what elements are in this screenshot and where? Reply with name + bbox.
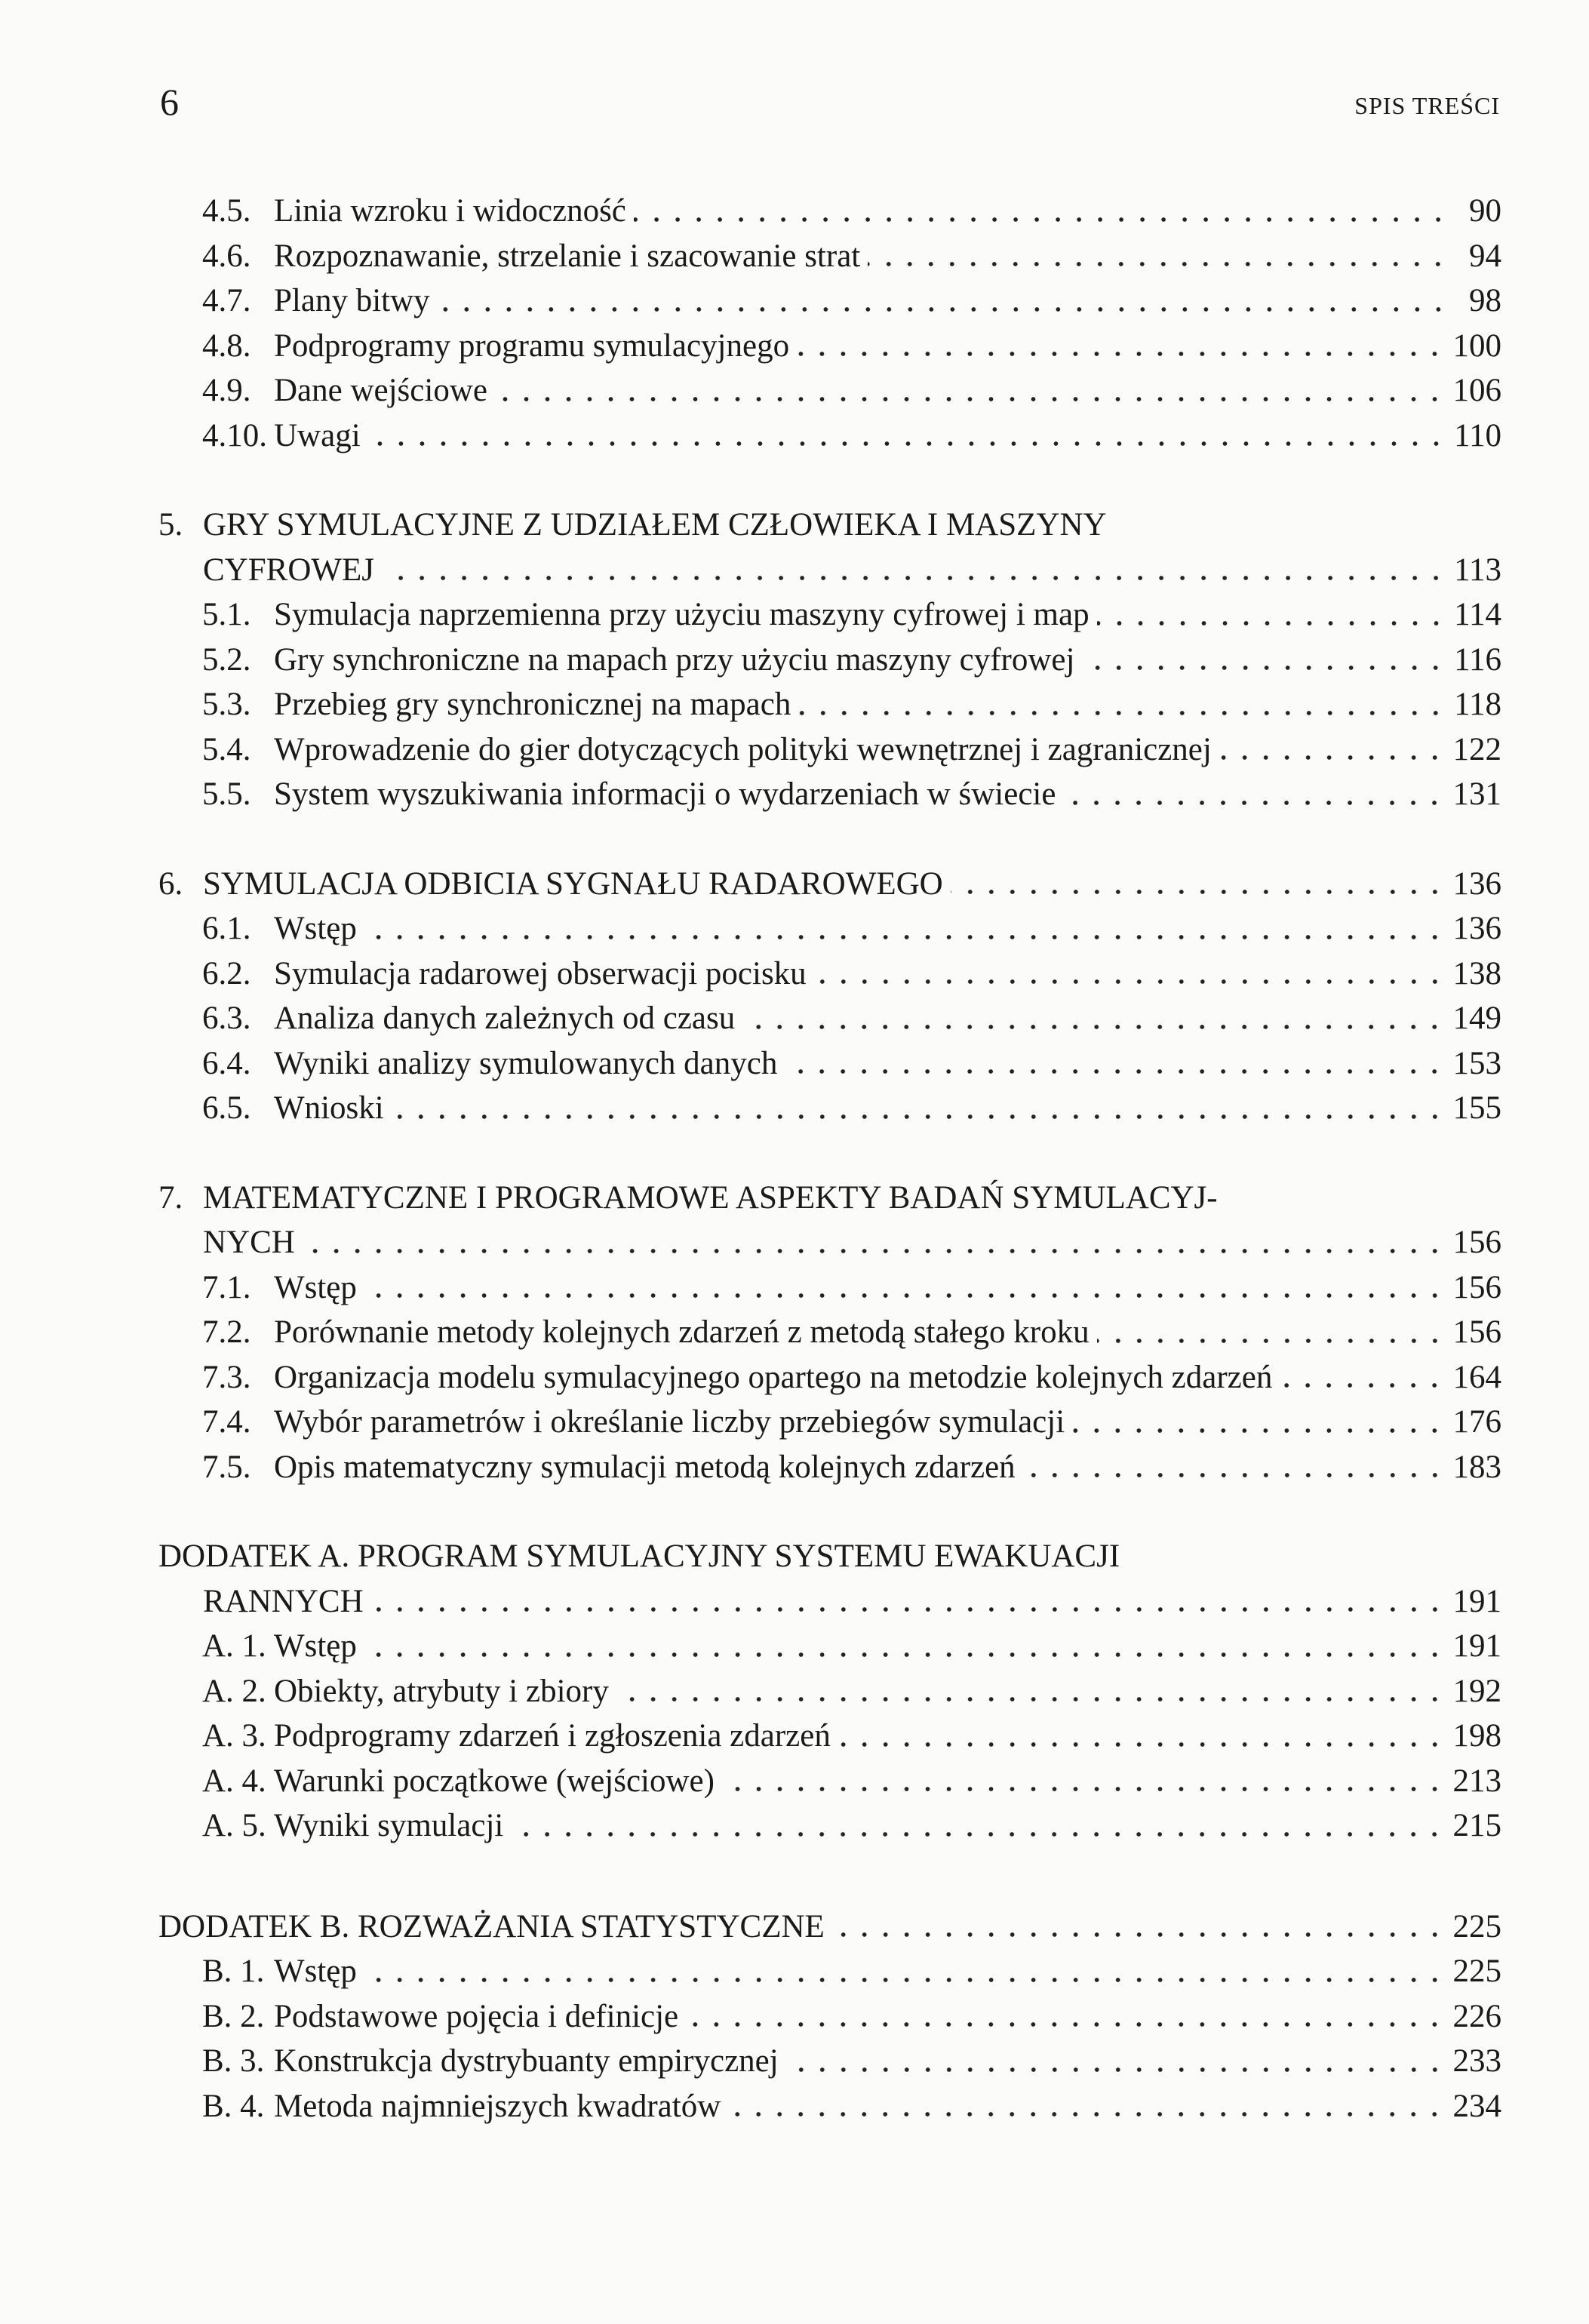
toc-entry	[158, 996, 1501, 1041]
section-title: Metoda najmniejszych kwadratów	[274, 2088, 721, 2124]
page-ref: 191	[1452, 1583, 1501, 1619]
toc-entry	[158, 1994, 1501, 2040]
dot-leader	[1082, 665, 1446, 671]
toc-entry	[158, 1265, 1501, 1311]
dot-leader	[1097, 1338, 1446, 1344]
toc-entry	[158, 1803, 1501, 1849]
section-number: 5.5.	[202, 776, 251, 812]
section-number: A. 3.	[202, 1718, 266, 1754]
section-title: Wstęp	[274, 1954, 357, 1989]
page-ref: 225	[1452, 1954, 1501, 1989]
section-number: A. 5.	[202, 1808, 266, 1843]
running-title: SPIS TREŚCI	[1354, 92, 1500, 119]
toc-entry	[158, 1310, 1501, 1355]
toc-entry	[158, 1400, 1501, 1445]
section-number: 5.4.	[202, 731, 251, 767]
toc-group	[158, 862, 1501, 1131]
toc-entry	[158, 189, 1501, 234]
section-number: 5.3.	[202, 687, 251, 722]
section-number: 6.3.	[202, 1001, 251, 1036]
toc-entry	[158, 727, 1501, 773]
page-ref: 192	[1452, 1673, 1501, 1709]
dot-leader	[511, 1831, 1445, 1837]
toc-entry	[158, 772, 1501, 817]
section-title: Obiekty, atrybuty i zbiory	[274, 1673, 609, 1709]
page-ref: 138	[1452, 955, 1501, 991]
section-title: Plany bitwy	[274, 283, 430, 318]
dot-leader	[371, 1606, 1446, 1612]
toc-group	[158, 503, 1501, 817]
dot-leader	[722, 1786, 1446, 1792]
page-ref: 156	[1452, 1314, 1501, 1350]
page-ref: 122	[1452, 731, 1501, 767]
section-title: Analiza danych zależnych od czasu	[274, 1001, 736, 1036]
dot-leader	[382, 575, 1446, 581]
toc-entry	[158, 2039, 1501, 2084]
toc-entry	[158, 278, 1501, 324]
page-ref: 118	[1454, 687, 1501, 722]
dot-leader	[785, 1068, 1445, 1074]
chapter-heading-continuation	[158, 548, 1501, 593]
dot-leader	[868, 261, 1449, 267]
section-number: A. 4.	[202, 1763, 266, 1799]
page-ref: 106	[1452, 373, 1501, 408]
chapter-number: 5.	[158, 507, 183, 543]
table-of-contents	[158, 189, 1501, 2129]
page-ref: 226	[1452, 1998, 1501, 2034]
section-title: Uwagi	[274, 417, 361, 453]
dot-leader	[303, 1248, 1446, 1254]
section-title: Porównanie metody kolejnych zdarzeń z metodą stałego kroku	[274, 1314, 1090, 1350]
section-title: Opis matematyczny symulacji metodą kolejnych zdarzeń	[274, 1449, 1016, 1485]
toc-group	[158, 189, 1501, 458]
toc-entry	[158, 1086, 1501, 1131]
toc-entry	[158, 1624, 1501, 1669]
dot-leader	[634, 217, 1449, 223]
dot-leader	[814, 979, 1446, 985]
page-ref: 198	[1452, 1718, 1501, 1754]
toc-entry	[158, 682, 1501, 727]
chapter-title: DODATEK B. ROZWAŻANIA STATYSTYCZNE	[158, 1908, 825, 1944]
section-number: 6.1.	[202, 911, 251, 946]
page-ref: 136	[1452, 865, 1501, 902]
dot-leader	[1097, 620, 1447, 626]
dot-leader	[1280, 1382, 1445, 1388]
page-ref: 110	[1454, 417, 1501, 453]
dot-leader	[364, 1293, 1446, 1299]
dot-leader	[686, 2021, 1445, 2027]
section-number: 4.9.	[202, 373, 251, 408]
page-ref: 136	[1452, 911, 1501, 946]
toc-entry	[158, 1041, 1501, 1087]
section-title: Wstęp	[274, 1628, 357, 1664]
section-title: Wybór parametrów i określanie liczby przebiegów symulacji	[274, 1404, 1065, 1440]
chapter-title-continued: CYFROWEJ	[203, 552, 374, 588]
dot-leader	[1072, 1428, 1445, 1434]
section-number: A. 2.	[202, 1673, 266, 1709]
page-number: 6	[160, 81, 179, 123]
toc-entry	[158, 951, 1501, 997]
section-title: Wstęp	[274, 1269, 357, 1305]
dot-leader	[616, 1696, 1446, 1702]
chapter-heading	[158, 1534, 1501, 1579]
toc-entry	[158, 1714, 1501, 1759]
section-title: Wyniki symulacji	[274, 1808, 504, 1843]
dot-leader	[798, 710, 1446, 716]
page-ref: 164	[1452, 1359, 1501, 1395]
section-number: 5.1.	[202, 597, 251, 632]
section-number: A. 1.	[202, 1628, 266, 1664]
dot-leader	[742, 1024, 1445, 1030]
chapter-title-continued: NYCH	[203, 1225, 295, 1260]
page-ref: 114	[1454, 597, 1501, 632]
section-title: Podprogramy programu symulacyjnego	[274, 327, 790, 364]
section-number: 5.2.	[202, 641, 251, 678]
section-title: Warunki początkowe (wejściowe)	[274, 1763, 715, 1799]
toc-group	[158, 1176, 1501, 1490]
chapter-title: DODATEK A. PROGRAM SYMULACYJNY SYSTEMU EWAKUACJI	[158, 1539, 1120, 1574]
page-ref: 176	[1452, 1404, 1501, 1440]
section-number: 4.6.	[202, 238, 251, 274]
section-number: 7.5.	[202, 1449, 251, 1485]
section-number: 7.3.	[202, 1359, 251, 1395]
section-number: 4.5.	[202, 193, 251, 229]
dot-leader	[838, 1741, 1446, 1748]
chapter-heading	[158, 1904, 1501, 1950]
chapter-heading	[158, 503, 1501, 548]
section-number: 4.8.	[202, 327, 251, 364]
toc-entry	[158, 2084, 1501, 2129]
dot-leader	[364, 934, 1446, 940]
page-ref: 183	[1452, 1449, 1501, 1485]
section-title: Przebieg gry synchronicznej na mapach	[274, 687, 791, 722]
section-title: Symulacja radarowej obserwacji pocisku	[274, 955, 807, 991]
section-title: Symulacja naprzemienna przy użyciu maszyny cyfrowej i map	[274, 597, 1090, 632]
dot-leader	[786, 2067, 1446, 2073]
section-number: 6.4.	[202, 1045, 251, 1081]
section-number: 6.5.	[202, 1090, 251, 1126]
chapter-title: GRY SYMULACYJNE Z UDZIAŁEM CZŁOWIEKA I MASZYNY	[203, 507, 1107, 543]
section-title: Organizacja modelu symulacyjnego opartego na metodzie kolejnych zdarzeń	[274, 1359, 1273, 1395]
toc-entry	[158, 1759, 1501, 1804]
dot-leader	[1063, 800, 1445, 806]
section-title: Gry synchroniczne na mapach przy użyciu maszyny cyfrowej	[274, 641, 1075, 678]
chapter-number: 7.	[158, 1179, 183, 1216]
page-ref: 213	[1452, 1763, 1501, 1799]
dot-leader	[797, 351, 1445, 357]
chapter-title: SYMULACJA ODBICIA SYGNAŁU RADAROWEGO	[203, 865, 943, 902]
dot-leader	[438, 306, 1449, 312]
section-number: B. 2.	[202, 1998, 265, 2034]
section-title: Wprowadzenie do gier dotyczących polityki wewnętrznej i zagranicznej	[274, 731, 1212, 767]
chapter-number: 6.	[158, 865, 183, 902]
page-ref: 98	[1469, 283, 1501, 318]
chapter-heading	[158, 1176, 1501, 1221]
toc-entry	[158, 324, 1501, 369]
toc-entry	[158, 638, 1501, 683]
section-title: Wyniki analizy symulowanych danych	[274, 1045, 778, 1081]
page-ref: 225	[1452, 1908, 1501, 1944]
section-number: 6.2.	[202, 955, 251, 991]
dot-leader	[951, 889, 1446, 895]
dot-leader	[368, 441, 1446, 447]
page-ref: 156	[1452, 1225, 1501, 1260]
toc-entry	[158, 1949, 1501, 1994]
toc-entry	[158, 906, 1501, 951]
toc-entry	[158, 1669, 1501, 1714]
toc-group	[158, 1904, 1501, 2129]
section-title: Wstęp	[274, 911, 357, 946]
section-title: Dane wejściowe	[274, 373, 487, 408]
page-ref: 113	[1454, 552, 1501, 588]
page-ref: 215	[1452, 1808, 1501, 1843]
section-title: Rozpoznawanie, strzelanie i szacowanie strat	[274, 238, 861, 274]
page-ref: 131	[1452, 776, 1501, 812]
toc-entry	[158, 234, 1501, 279]
toc-entry	[158, 592, 1501, 638]
section-title: Linia wzroku i widoczność	[274, 193, 626, 229]
page-ref: 156	[1452, 1269, 1501, 1305]
chapter-heading	[158, 862, 1501, 907]
dot-leader	[364, 1977, 1446, 1983]
page-ref: 149	[1452, 1001, 1501, 1036]
dot-leader	[392, 1114, 1446, 1120]
page-ref: 233	[1452, 2043, 1501, 2079]
page-ref: 90	[1469, 193, 1501, 229]
toc-entry	[158, 1355, 1501, 1400]
section-title: System wyszukiwania informacji o wydarzeniach w świecie	[274, 776, 1056, 812]
toc-entry	[158, 413, 1501, 459]
page-ref: 116	[1454, 641, 1501, 678]
chapter-heading-continuation	[158, 1579, 1501, 1625]
page-ref: 191	[1452, 1628, 1501, 1664]
dot-leader	[1219, 755, 1446, 761]
section-number: B. 3.	[202, 2043, 265, 2079]
section-title: Konstrukcja dystrybuanty empirycznej	[274, 2043, 779, 2079]
page-ref: 94	[1469, 238, 1501, 274]
page-ref: 100	[1452, 327, 1501, 364]
section-number: 7.1.	[202, 1269, 251, 1305]
section-number: 7.4.	[202, 1404, 251, 1440]
page-ref: 155	[1452, 1090, 1501, 1126]
dot-leader	[728, 2111, 1445, 2117]
dot-leader	[1023, 1472, 1446, 1478]
page-ref: 153	[1452, 1045, 1501, 1081]
section-title: Podprogramy zdarzeń i zgłoszenia zdarzeń	[274, 1718, 831, 1754]
section-number: 4.10.	[202, 417, 267, 453]
dot-leader	[832, 1932, 1446, 1938]
toc-group	[158, 1534, 1501, 1849]
section-number: B. 1.	[202, 1954, 265, 1989]
chapter-heading-continuation	[158, 1220, 1501, 1265]
section-number: 4.7.	[202, 283, 251, 318]
dot-leader	[495, 396, 1446, 402]
chapter-title: MATEMATYCZNE I PROGRAMOWE ASPEKTY BADAŃ SYMULACYJ-	[203, 1179, 1218, 1216]
dot-leader	[364, 1652, 1446, 1658]
toc-entry	[158, 1445, 1501, 1490]
toc-entry	[158, 368, 1501, 413]
page-ref: 234	[1452, 2088, 1501, 2124]
section-title: Wnioski	[274, 1090, 384, 1126]
section-number: B. 4.	[202, 2088, 265, 2124]
section-number: 7.2.	[202, 1314, 251, 1350]
chapter-title-continued: RANNYCH	[203, 1583, 364, 1619]
section-title: Podstawowe pojęcia i definicje	[274, 1998, 679, 2034]
